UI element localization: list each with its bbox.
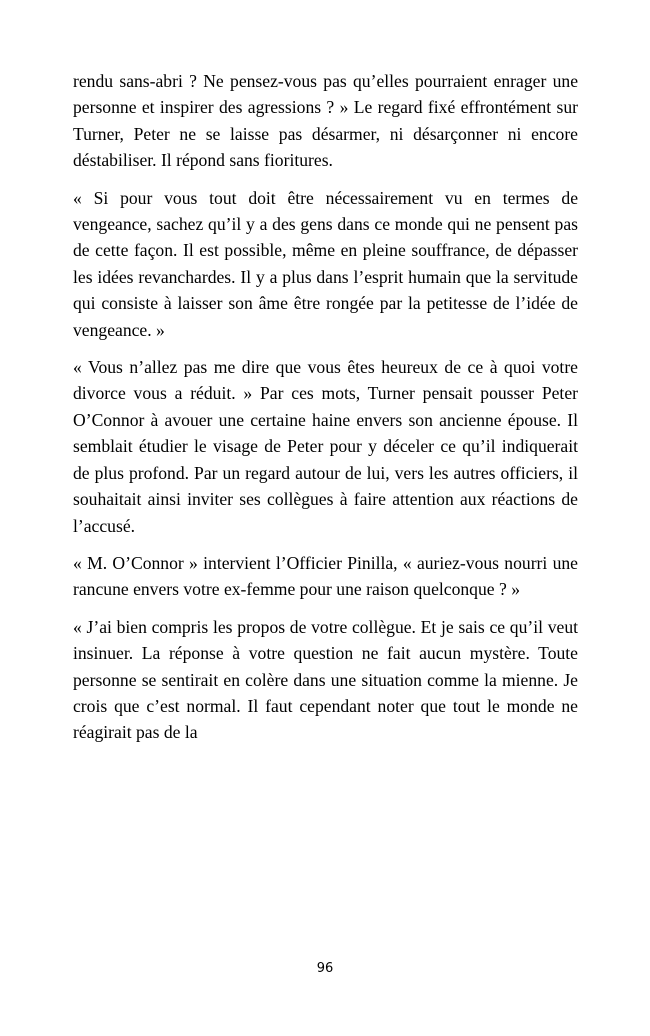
page-number: 96 [316, 961, 334, 976]
paragraph-5: « J’ai bien compris les propos de votre collègue. Et je sais ce qu’il veut insinuer. La réponse à votre question ne fait aucun mystère. Toute personne se sentirait en colère dans une situation comme la mienne. Je crois que c’est normal. Il faut cependant noter que tout le monde ne réagirait pas de la [73, 616, 578, 743]
paragraph-4: « M. O’Connor » intervient l’Officier Pinilla, « auriez-vous nourri une rancune envers votre ex-femme pour une raison quelconque ? » [73, 552, 578, 600]
paragraph-1: rendu sans-abri ? Ne pensez-vous pas qu’elles pourraient enrager une personne et inspirer des agressions ? » Le regard fixé effrontément sur Turner, Peter ne se laisse pas désarmer, ni désarçonner ni encore déstabiliser. Il répond sans fioritures. [73, 71, 578, 171]
page-body [73, 68, 578, 757]
paragraph-2: « Si pour vous tout doit être nécessairement vu en termes de vengeance, sachez qu’il y a des gens dans ce monde qui ne pensent pas de cette façon. Il est possible, même en pleine souffrance, de dépasser les idées revanchardes. Il y a plus dans l’esprit humain que la servitude qui consiste à laisser son âme être rongée par la petitesse de l’idée de vengeance. » [73, 187, 578, 340]
paragraph-3: « Vous n’allez pas me dire que vous êtes heureux de ce à quoi votre divorce vous a réduit. » Par ces mots, Turner pensait pousser Peter O’Connor à avouer une certaine haine envers son ancienne épouse. Il semblait étudier le visage de Peter pour y déceler ce qu’il indiquerait de plus profond. Par un regard autour de lui, vers les autres officiers, il souhaitait ainsi inviter ses collègues à faire attention aux réactions de l’accusé. [73, 357, 578, 536]
